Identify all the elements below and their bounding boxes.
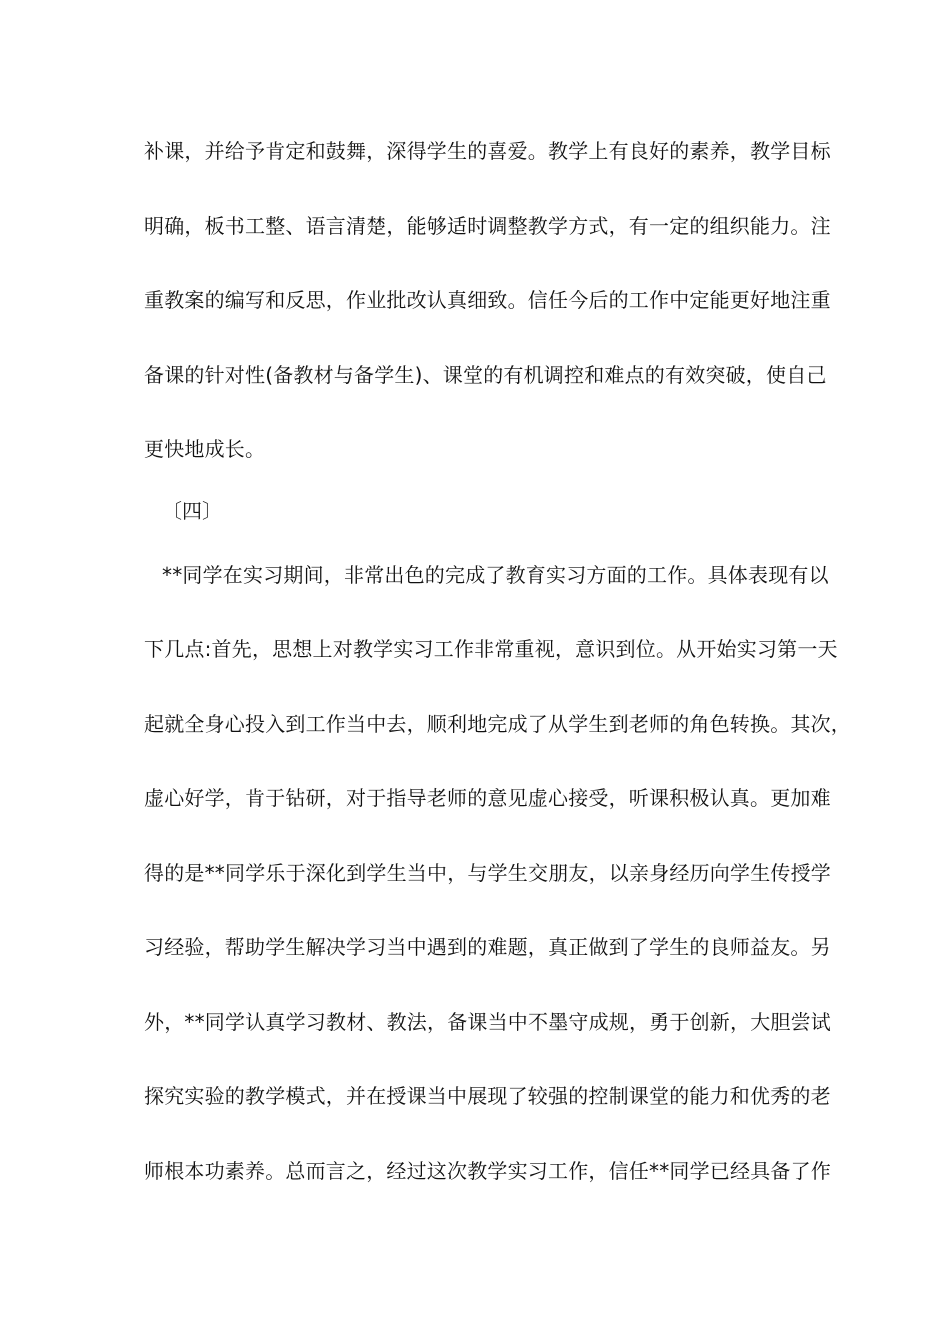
paragraph-1-line-5: 更快地成长。 — [144, 437, 266, 461]
paragraph-1-line-4: 备课的针对性(备教材与备学生)、课堂的有机调控和难点的有效突破，使自己 — [144, 363, 827, 387]
paragraph-2-line-5: 得的是**同学乐于深化到学生当中，与学生交朋友，以亲身经历向学生传授学 — [144, 861, 831, 885]
section-heading-4: 〔四〕 — [162, 499, 222, 523]
paragraph-1-line-1: 补课，并给予肯定和鼓舞，深得学生的喜爱。教学上有良好的素养，教学目标 — [144, 139, 831, 163]
paragraph-2-line-2: 下几点:首先，思想上对教学实习工作非常重视，意识到位。从开始实习第一天 — [144, 637, 838, 661]
paragraph-2-line-8: 探究实验的教学模式，并在授课当中展现了较强的控制课堂的能力和优秀的老 — [144, 1084, 831, 1108]
paragraph-2-line-9: 师根本功素养。总而言之，经过这次教学实习工作，信任**同学已经具备了作 — [144, 1159, 831, 1183]
paragraph-2-line-4: 虚心好学，肯于钻研，对于指导老师的意见虚心接受，听课积极认真。更加难 — [144, 786, 831, 810]
paragraph-2-line-7: 外，**同学认真学习教材、教法，备课当中不墨守成规，勇于创新，大胆尝试 — [144, 1010, 831, 1034]
paragraph-1-line-2: 明确，板书工整、语言清楚，能够适时调整教学方式，有一定的组织能力。注 — [144, 214, 831, 238]
paragraph-2-line-1: **同学在实习期间，非常出色的完成了教育实习方面的工作。具体表现有以 — [162, 563, 829, 587]
paragraph-1-line-3: 重教案的编写和反思，作业批改认真细致。信任今后的工作中定能更好地注重 — [144, 288, 831, 312]
paragraph-2-line-6: 习经验，帮助学生解决学习当中遇到的难题，真正做到了学生的良师益友。另 — [144, 935, 831, 959]
paragraph-2-line-3: 起就全身心投入到工作当中去，顺利地完成了从学生到老师的角色转换。其次， — [144, 712, 851, 736]
